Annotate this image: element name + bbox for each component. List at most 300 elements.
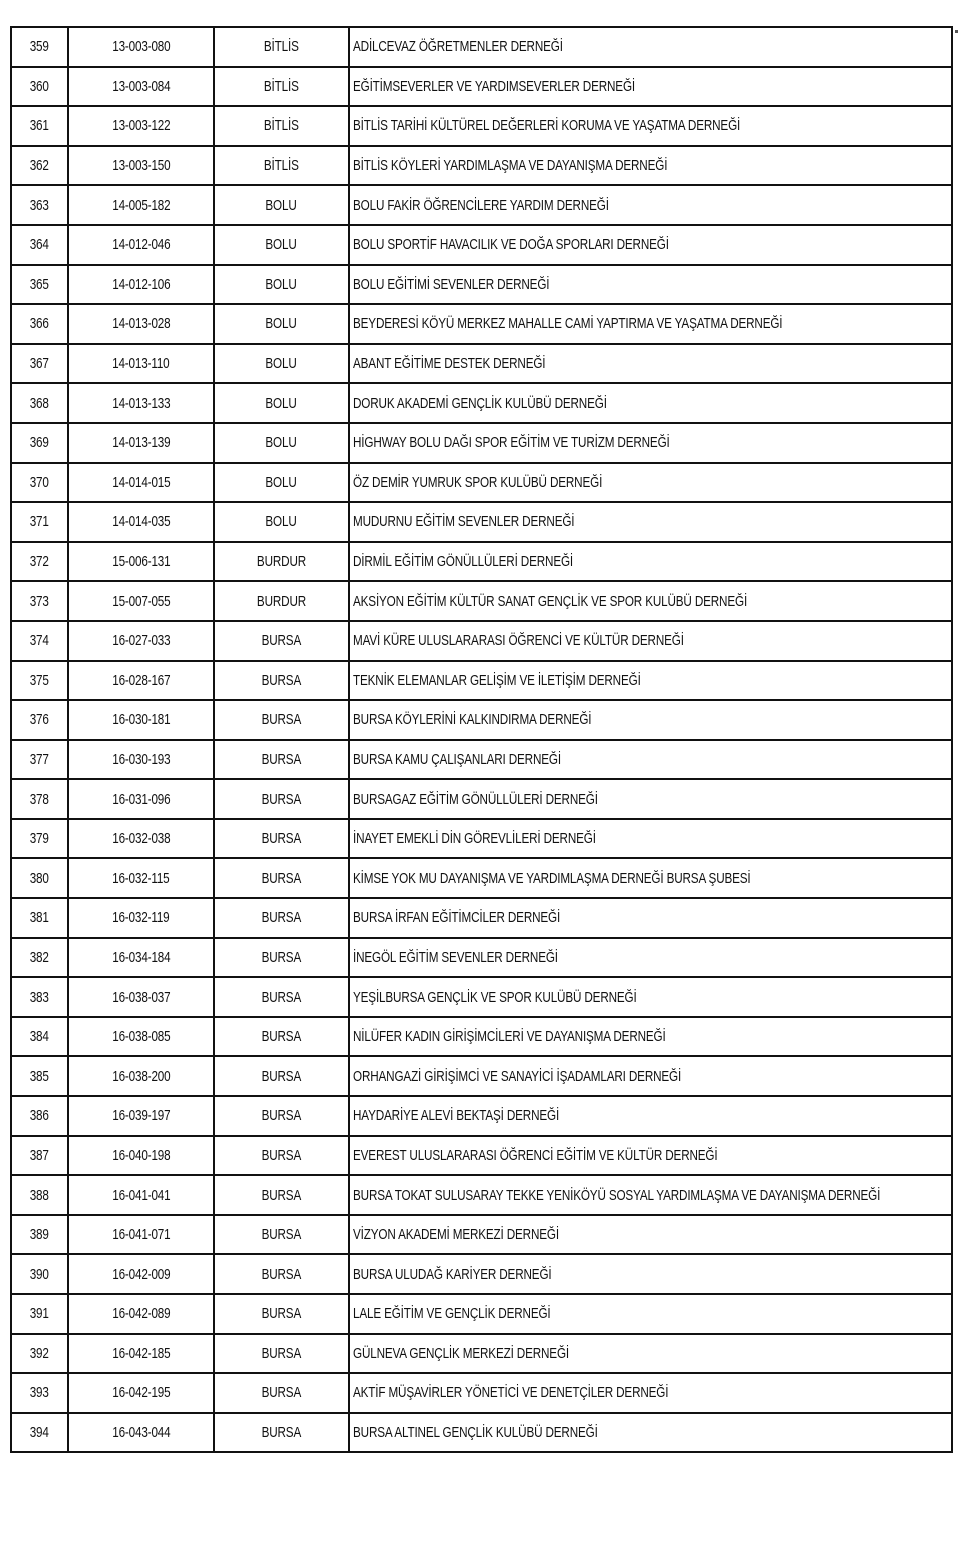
row-number-cell-text: 391	[29, 1305, 50, 1323]
row-number-cell-text: 383	[29, 988, 50, 1006]
table-row	[11, 898, 952, 938]
association-name-cell	[349, 1056, 952, 1096]
registry-code-cell	[68, 740, 214, 780]
registry-code-cell-text: 13-003-084	[111, 77, 171, 95]
row-number-cell	[11, 463, 68, 503]
city-cell	[214, 779, 349, 819]
association-name-cell	[349, 898, 952, 938]
table-body	[11, 27, 952, 1452]
city-cell	[214, 1096, 349, 1136]
city-cell	[214, 1056, 349, 1096]
row-number-cell-text: 359	[29, 38, 50, 56]
city-cell	[214, 106, 349, 146]
row-number-cell	[11, 67, 68, 107]
registry-code-cell	[68, 463, 214, 503]
association-list-table	[10, 26, 953, 1453]
row-number-cell	[11, 185, 68, 225]
city-cell-text: BURSA	[261, 1186, 302, 1204]
registry-code-cell	[68, 938, 214, 978]
city-cell-text: BOLU	[265, 355, 298, 373]
row-number-cell	[11, 146, 68, 186]
city-cell-text: BOLU	[265, 275, 298, 293]
city-cell	[214, 858, 349, 898]
table-row	[11, 1373, 952, 1413]
association-name-cell	[349, 463, 952, 503]
table-row	[11, 1294, 952, 1334]
registry-code-cell	[68, 265, 214, 305]
row-number-cell-text: 362	[29, 157, 50, 175]
city-cell	[214, 1413, 349, 1453]
association-name-cell-text: DORUK AKADEMİ GENÇLİK KULÜBÜ DERNEĞİ	[353, 394, 607, 412]
association-name-cell	[349, 700, 952, 740]
registry-code-cell-text: 16-034-184	[111, 948, 171, 966]
row-number-cell-text: 387	[29, 1146, 50, 1164]
city-cell-text: BURSA	[261, 988, 302, 1006]
city-cell	[214, 661, 349, 701]
table-row	[11, 106, 952, 146]
city-cell-text: BURSA	[261, 1226, 302, 1244]
association-name-cell	[349, 27, 952, 67]
city-cell	[214, 1373, 349, 1413]
association-name-cell-text: BURSA KAMU ÇALIŞANLARI DERNEĞİ	[353, 750, 561, 768]
row-number-cell-text: 360	[29, 77, 50, 95]
registry-code-cell-text: 16-038-085	[111, 1028, 171, 1046]
registry-code-cell-text: 16-038-037	[111, 988, 171, 1006]
row-number-cell	[11, 740, 68, 780]
row-number-cell-text: 373	[29, 592, 50, 610]
registry-code-cell-text: 15-007-055	[111, 592, 171, 610]
registry-code-cell	[68, 304, 214, 344]
association-name-cell	[349, 1294, 952, 1334]
city-cell	[214, 304, 349, 344]
association-name-cell	[349, 265, 952, 305]
row-number-cell-text: 380	[29, 869, 50, 887]
association-name-cell-text: BEYDERESİ KÖYÜ MERKEZ MAHALLE CAMİ YAPTIRMA VE YAŞATMA DERNEĞİ	[353, 315, 783, 333]
row-number-cell-text: 366	[29, 315, 50, 333]
registry-code-cell	[68, 1136, 214, 1176]
city-cell	[214, 225, 349, 265]
city-cell	[214, 185, 349, 225]
registry-code-cell	[68, 502, 214, 542]
city-cell	[214, 502, 349, 542]
city-cell-text: BURSA	[261, 1265, 302, 1283]
city-cell	[214, 1136, 349, 1176]
association-name-cell-text: AKSİYON EĞİTİM KÜLTÜR SANAT GENÇLİK VE SPOR KULÜBÜ DERNEĞİ	[353, 592, 748, 610]
row-number-cell-text: 378	[29, 790, 50, 808]
row-number-cell	[11, 977, 68, 1017]
association-name-cell	[349, 67, 952, 107]
row-number-cell-text: 367	[29, 355, 50, 373]
registry-code-cell	[68, 898, 214, 938]
association-name-cell-text: HİGHWAY BOLU DAĞI SPOR EĞİTİM VE TURİZM DERNEĞİ	[353, 434, 670, 452]
association-name-cell	[349, 1334, 952, 1374]
association-name-cell-text: HAYDARİYE ALEVİ BEKTAŞİ DERNEĞİ	[353, 1107, 560, 1125]
association-name-cell-text: BURSAGAZ EĞİTİM GÖNÜLLÜLERİ DERNEĞİ	[353, 790, 598, 808]
table-row	[11, 304, 952, 344]
row-number-cell-text: 375	[29, 671, 50, 689]
row-number-cell-text: 365	[29, 275, 50, 293]
city-cell	[214, 463, 349, 503]
table-row	[11, 502, 952, 542]
row-number-cell-text: 379	[29, 830, 50, 848]
association-name-cell-text: LALE EĞİTİM VE GENÇLİK DERNEĞİ	[353, 1305, 551, 1323]
table-row	[11, 938, 952, 978]
city-cell-text: BURSA	[261, 909, 302, 927]
row-number-cell	[11, 502, 68, 542]
city-cell	[214, 621, 349, 661]
table-row	[11, 581, 952, 621]
row-number-cell	[11, 1373, 68, 1413]
city-cell-text: BURDUR	[256, 592, 307, 610]
registry-code-cell-text: 16-042-185	[111, 1344, 171, 1362]
registry-code-cell	[68, 779, 214, 819]
registry-code-cell	[68, 661, 214, 701]
registry-code-cell	[68, 67, 214, 107]
city-cell-text: BOLU	[265, 434, 298, 452]
row-number-cell-text: 372	[29, 553, 50, 571]
city-cell	[214, 938, 349, 978]
registry-code-cell-text: 13-003-122	[111, 117, 171, 135]
registry-code-cell	[68, 542, 214, 582]
association-name-cell-text: DİRMİL EĞİTİM GÖNÜLLÜLERİ DERNEĞİ	[353, 553, 574, 571]
city-cell-text: BURSA	[261, 790, 302, 808]
table-row	[11, 858, 952, 898]
city-cell	[214, 67, 349, 107]
table-row	[11, 265, 952, 305]
association-name-cell	[349, 423, 952, 463]
row-number-cell	[11, 27, 68, 67]
registry-code-cell-text: 16-032-038	[111, 830, 171, 848]
table-row	[11, 146, 952, 186]
registry-code-cell	[68, 1056, 214, 1096]
table-row	[11, 463, 952, 503]
row-number-cell-text: 376	[29, 711, 50, 729]
registry-code-cell-text: 14-014-035	[111, 513, 171, 531]
city-cell-text: BURSA	[261, 948, 302, 966]
city-cell	[214, 27, 349, 67]
city-cell-text: BURSA	[261, 1344, 302, 1362]
row-number-cell	[11, 858, 68, 898]
table-row	[11, 185, 952, 225]
registry-code-cell-text: 14-012-106	[111, 275, 171, 293]
association-name-cell	[349, 502, 952, 542]
row-number-cell	[11, 938, 68, 978]
city-cell-text: BOLU	[265, 513, 298, 531]
row-number-cell-text: 374	[29, 632, 50, 650]
registry-code-cell-text: 16-042-195	[111, 1384, 171, 1402]
registry-code-cell-text: 14-013-110	[112, 355, 170, 373]
table-row	[11, 977, 952, 1017]
row-number-cell	[11, 1215, 68, 1255]
table-row	[11, 1413, 952, 1453]
registry-code-cell-text: 16-042-009	[111, 1265, 171, 1283]
registry-code-cell	[68, 225, 214, 265]
registry-code-cell-text: 16-032-119	[112, 909, 170, 927]
row-number-cell	[11, 1017, 68, 1057]
city-cell-text: BURSA	[261, 1028, 302, 1046]
registry-code-cell-text: 13-003-150	[111, 157, 171, 175]
association-name-cell-text: ÖZ DEMİR YUMRUK SPOR KULÜBÜ DERNEĞİ	[353, 473, 603, 491]
registry-code-cell	[68, 1334, 214, 1374]
registry-code-cell	[68, 1413, 214, 1453]
row-number-cell	[11, 1254, 68, 1294]
city-cell	[214, 1175, 349, 1215]
city-cell	[214, 740, 349, 780]
registry-code-cell-text: 16-028-167	[111, 671, 171, 689]
association-name-cell-text: İNAYET EMEKLİ DİN GÖREVLİLERİ DERNEĞİ	[353, 830, 596, 848]
city-cell-text: BURDUR	[256, 553, 307, 571]
row-number-cell-text: 368	[29, 394, 50, 412]
association-name-cell-text: BURSA İRFAN EĞİTİMCİLER DERNEĞİ	[353, 909, 561, 927]
city-cell	[214, 542, 349, 582]
registry-code-cell	[68, 185, 214, 225]
city-cell	[214, 1215, 349, 1255]
city-cell-text: BURSA	[261, 1384, 302, 1402]
row-number-cell-text: 386	[29, 1107, 50, 1125]
row-number-cell-text: 390	[29, 1265, 50, 1283]
registry-code-cell	[68, 1373, 214, 1413]
city-cell-text: BURSA	[261, 711, 302, 729]
association-name-cell-text: ABANT EĞİTİME DESTEK DERNEĞİ	[353, 355, 546, 373]
registry-code-cell	[68, 106, 214, 146]
table-row	[11, 344, 952, 384]
table-row	[11, 383, 952, 423]
row-number-cell	[11, 383, 68, 423]
row-number-cell-text: 364	[29, 236, 50, 254]
association-name-cell-text: İNEGÖL EĞİTİM SEVENLER DERNEĞİ	[353, 948, 558, 966]
row-number-cell-text: 394	[29, 1424, 50, 1442]
table-row	[11, 700, 952, 740]
registry-code-cell-text: 16-043-044	[111, 1424, 171, 1442]
association-name-cell	[349, 1254, 952, 1294]
row-number-cell	[11, 898, 68, 938]
city-cell	[214, 1017, 349, 1057]
city-cell-text: BURSA	[261, 830, 302, 848]
city-cell	[214, 700, 349, 740]
association-name-cell-text: BURSA KÖYLERİNİ KALKINDIRMA DERNEĞİ	[353, 711, 592, 729]
city-cell	[214, 423, 349, 463]
registry-code-cell	[68, 1096, 214, 1136]
registry-code-cell	[68, 1215, 214, 1255]
association-name-cell-text: KİMSE YOK MU DAYANIŞMA VE YARDIMLAŞMA DERNEĞİ BURSA ŞUBESİ	[353, 869, 751, 887]
association-name-cell-text: EVEREST ULUSLARARASI ÖĞRENCİ EĞİTİM VE KÜLTÜR DERNEĞİ	[353, 1146, 718, 1164]
association-name-cell-text: BİTLİS KÖYLERİ YARDIMLAŞMA VE DAYANIŞMA DERNEĞİ	[353, 157, 668, 175]
association-name-cell-text: TEKNİK ELEMANLAR GELİŞİM VE İLETİŞİM DERNEĞİ	[353, 671, 641, 689]
city-cell-text: BİTLİS	[264, 38, 299, 56]
row-number-cell-text: 363	[29, 196, 50, 214]
association-name-cell	[349, 344, 952, 384]
association-name-cell-text: YEŞİLBURSA GENÇLİK VE SPOR KULÜBÜ DERNEĞİ	[353, 988, 637, 1006]
row-number-cell	[11, 106, 68, 146]
registry-code-cell	[68, 1294, 214, 1334]
table-row	[11, 1334, 952, 1374]
row-number-cell	[11, 1175, 68, 1215]
row-number-cell-text: 385	[29, 1067, 50, 1085]
row-number-cell	[11, 779, 68, 819]
association-name-cell	[349, 779, 952, 819]
city-cell	[214, 344, 349, 384]
association-name-cell	[349, 1373, 952, 1413]
row-number-cell	[11, 819, 68, 859]
registry-code-cell-text: 13-003-080	[111, 38, 171, 56]
association-name-cell-text: BOLU SPORTİF HAVACILIK VE DOĞA SPORLARI DERNEĞİ	[353, 236, 669, 254]
table-row	[11, 740, 952, 780]
city-cell-text: BİTLİS	[264, 77, 299, 95]
association-name-cell-text: BİTLİS TARİHİ KÜLTÜREL DEĞERLERİ KORUMA VE YAŞATMA DERNEĞİ	[353, 117, 741, 135]
registry-code-cell	[68, 423, 214, 463]
registry-code-cell	[68, 1254, 214, 1294]
registry-code-cell-text: 15-006-131	[111, 553, 171, 571]
table-row	[11, 542, 952, 582]
association-name-cell	[349, 383, 952, 423]
table-row	[11, 819, 952, 859]
row-number-cell	[11, 1334, 68, 1374]
registry-code-cell-text: 16-027-033	[111, 632, 171, 650]
registry-code-cell	[68, 621, 214, 661]
city-cell-text: BURSA	[261, 671, 302, 689]
row-number-cell	[11, 621, 68, 661]
city-cell-text: BURSA	[261, 1067, 302, 1085]
association-name-cell	[349, 1136, 952, 1176]
table-row	[11, 1136, 952, 1176]
registry-code-cell-text: 14-013-133	[111, 394, 171, 412]
association-name-cell-text: BURSA ALTINEL GENÇLİK KULÜBÜ DERNEĞİ	[353, 1424, 598, 1442]
association-name-cell-text: BURSA TOKAT SULUSARAY TEKKE YENİKÖYÜ SOSYAL YARDIMLAŞMA VE DAYANIŞMA DERNEĞİ	[353, 1186, 881, 1204]
association-name-cell-text: BOLU EĞİTİMİ SEVENLER DERNEĞİ	[353, 275, 550, 293]
association-name-cell	[349, 938, 952, 978]
association-name-cell	[349, 185, 952, 225]
city-cell-text: BURSA	[261, 1107, 302, 1125]
table-row	[11, 1017, 952, 1057]
association-name-cell	[349, 661, 952, 701]
city-cell	[214, 977, 349, 1017]
table-row	[11, 1056, 952, 1096]
row-number-cell	[11, 344, 68, 384]
city-cell	[214, 383, 349, 423]
row-number-cell-text: 392	[29, 1344, 50, 1362]
row-number-cell-text: 389	[29, 1226, 50, 1244]
registry-code-cell	[68, 977, 214, 1017]
city-cell-text: BOLU	[265, 315, 298, 333]
table-row	[11, 661, 952, 701]
city-cell-text: BURSA	[261, 632, 302, 650]
registry-code-cell-text: 16-041-071	[111, 1226, 171, 1244]
registry-code-cell	[68, 858, 214, 898]
association-name-cell	[349, 225, 952, 265]
association-name-cell	[349, 977, 952, 1017]
city-cell	[214, 1334, 349, 1374]
table-row	[11, 67, 952, 107]
row-number-cell-text: 393	[29, 1384, 50, 1402]
registry-code-cell-text: 14-012-046	[111, 236, 171, 254]
city-cell-text: BİTLİS	[264, 157, 299, 175]
table-row	[11, 1096, 952, 1136]
association-name-cell-text: ADİLCEVAZ ÖĞRETMENLER DERNEĞİ	[353, 38, 563, 56]
city-cell-text: BURSA	[261, 750, 302, 768]
registry-code-cell	[68, 700, 214, 740]
association-name-cell-text: BOLU FAKİR ÖĞRENCİLERE YARDIM DERNEĞİ	[353, 196, 609, 214]
city-cell-text: BOLU	[265, 196, 298, 214]
association-name-cell-text: GÜLNEVA GENÇLİK MERKEZİ DERNEĞİ	[353, 1344, 569, 1362]
registry-code-cell-text: 16-032-115	[112, 869, 170, 887]
association-name-cell-text: EĞİTİMSEVERLER VE YARDIMSEVERLER DERNEĞİ	[353, 77, 636, 95]
registry-code-cell	[68, 819, 214, 859]
registry-code-cell-text: 16-040-198	[111, 1146, 171, 1164]
city-cell-text: BOLU	[265, 394, 298, 412]
row-number-cell-text: 361	[29, 117, 50, 135]
table-row	[11, 1215, 952, 1255]
row-number-cell	[11, 1413, 68, 1453]
row-number-cell-text: 377	[29, 750, 50, 768]
city-cell	[214, 819, 349, 859]
association-name-cell	[349, 740, 952, 780]
row-number-cell	[11, 1136, 68, 1176]
registry-code-cell	[68, 581, 214, 621]
table-row	[11, 621, 952, 661]
row-number-cell	[11, 700, 68, 740]
row-number-cell-text: 388	[29, 1186, 50, 1204]
registry-code-cell	[68, 383, 214, 423]
city-cell	[214, 581, 349, 621]
registry-code-cell	[68, 27, 214, 67]
city-cell	[214, 898, 349, 938]
row-number-cell	[11, 225, 68, 265]
city-cell	[214, 1294, 349, 1334]
row-number-cell-text: 370	[29, 473, 50, 491]
registry-code-cell-text: 14-014-015	[111, 473, 171, 491]
row-number-cell	[11, 542, 68, 582]
association-name-cell	[349, 542, 952, 582]
registry-code-cell	[68, 146, 214, 186]
registry-code-cell-text: 16-030-193	[111, 750, 171, 768]
association-name-cell	[349, 819, 952, 859]
registry-code-cell-text: 14-005-182	[111, 196, 171, 214]
association-name-cell	[349, 1017, 952, 1057]
association-name-cell-text: ORHANGAZİ GİRİŞİMCİ VE SANAYİCİ İŞADAMLARI DERNEĞİ	[353, 1067, 682, 1085]
registry-code-cell-text: 16-038-200	[111, 1067, 171, 1085]
registry-code-cell-text: 16-039-197	[111, 1107, 171, 1125]
association-name-cell	[349, 1096, 952, 1136]
registry-code-cell-text: 16-031-096	[111, 790, 171, 808]
city-cell-text: BOLU	[265, 236, 298, 254]
association-name-cell	[349, 1175, 952, 1215]
registry-code-cell	[68, 1017, 214, 1057]
association-name-cell-text: NİLÜFER KADIN GİRİŞİMCİLERİ VE DAYANIŞMA DERNEĞİ	[353, 1028, 666, 1046]
association-name-cell-text: AKTİF MÜŞAVİRLER YÖNETİCİ VE DENETÇİLER DERNEĞİ	[353, 1384, 669, 1402]
row-number-cell-text: 381	[29, 909, 50, 927]
row-number-cell	[11, 1294, 68, 1334]
city-cell-text: BOLU	[265, 473, 298, 491]
association-name-cell	[349, 858, 952, 898]
association-name-cell	[349, 621, 952, 661]
association-name-cell	[349, 581, 952, 621]
city-cell-text: BURSA	[261, 1424, 302, 1442]
city-cell-text: BİTLİS	[264, 117, 299, 135]
row-number-cell-text: 384	[29, 1028, 50, 1046]
row-number-cell	[11, 1056, 68, 1096]
city-cell-text: BURSA	[261, 1305, 302, 1323]
row-number-cell	[11, 1096, 68, 1136]
registry-code-cell	[68, 344, 214, 384]
table-row	[11, 1254, 952, 1294]
registry-code-cell-text: 16-030-181	[111, 711, 171, 729]
table-row	[11, 225, 952, 265]
city-cell-text: BURSA	[261, 1146, 302, 1164]
registry-code-cell-text: 16-041-041	[111, 1186, 171, 1204]
association-name-cell	[349, 146, 952, 186]
city-cell-text: BURSA	[261, 869, 302, 887]
row-number-cell	[11, 661, 68, 701]
